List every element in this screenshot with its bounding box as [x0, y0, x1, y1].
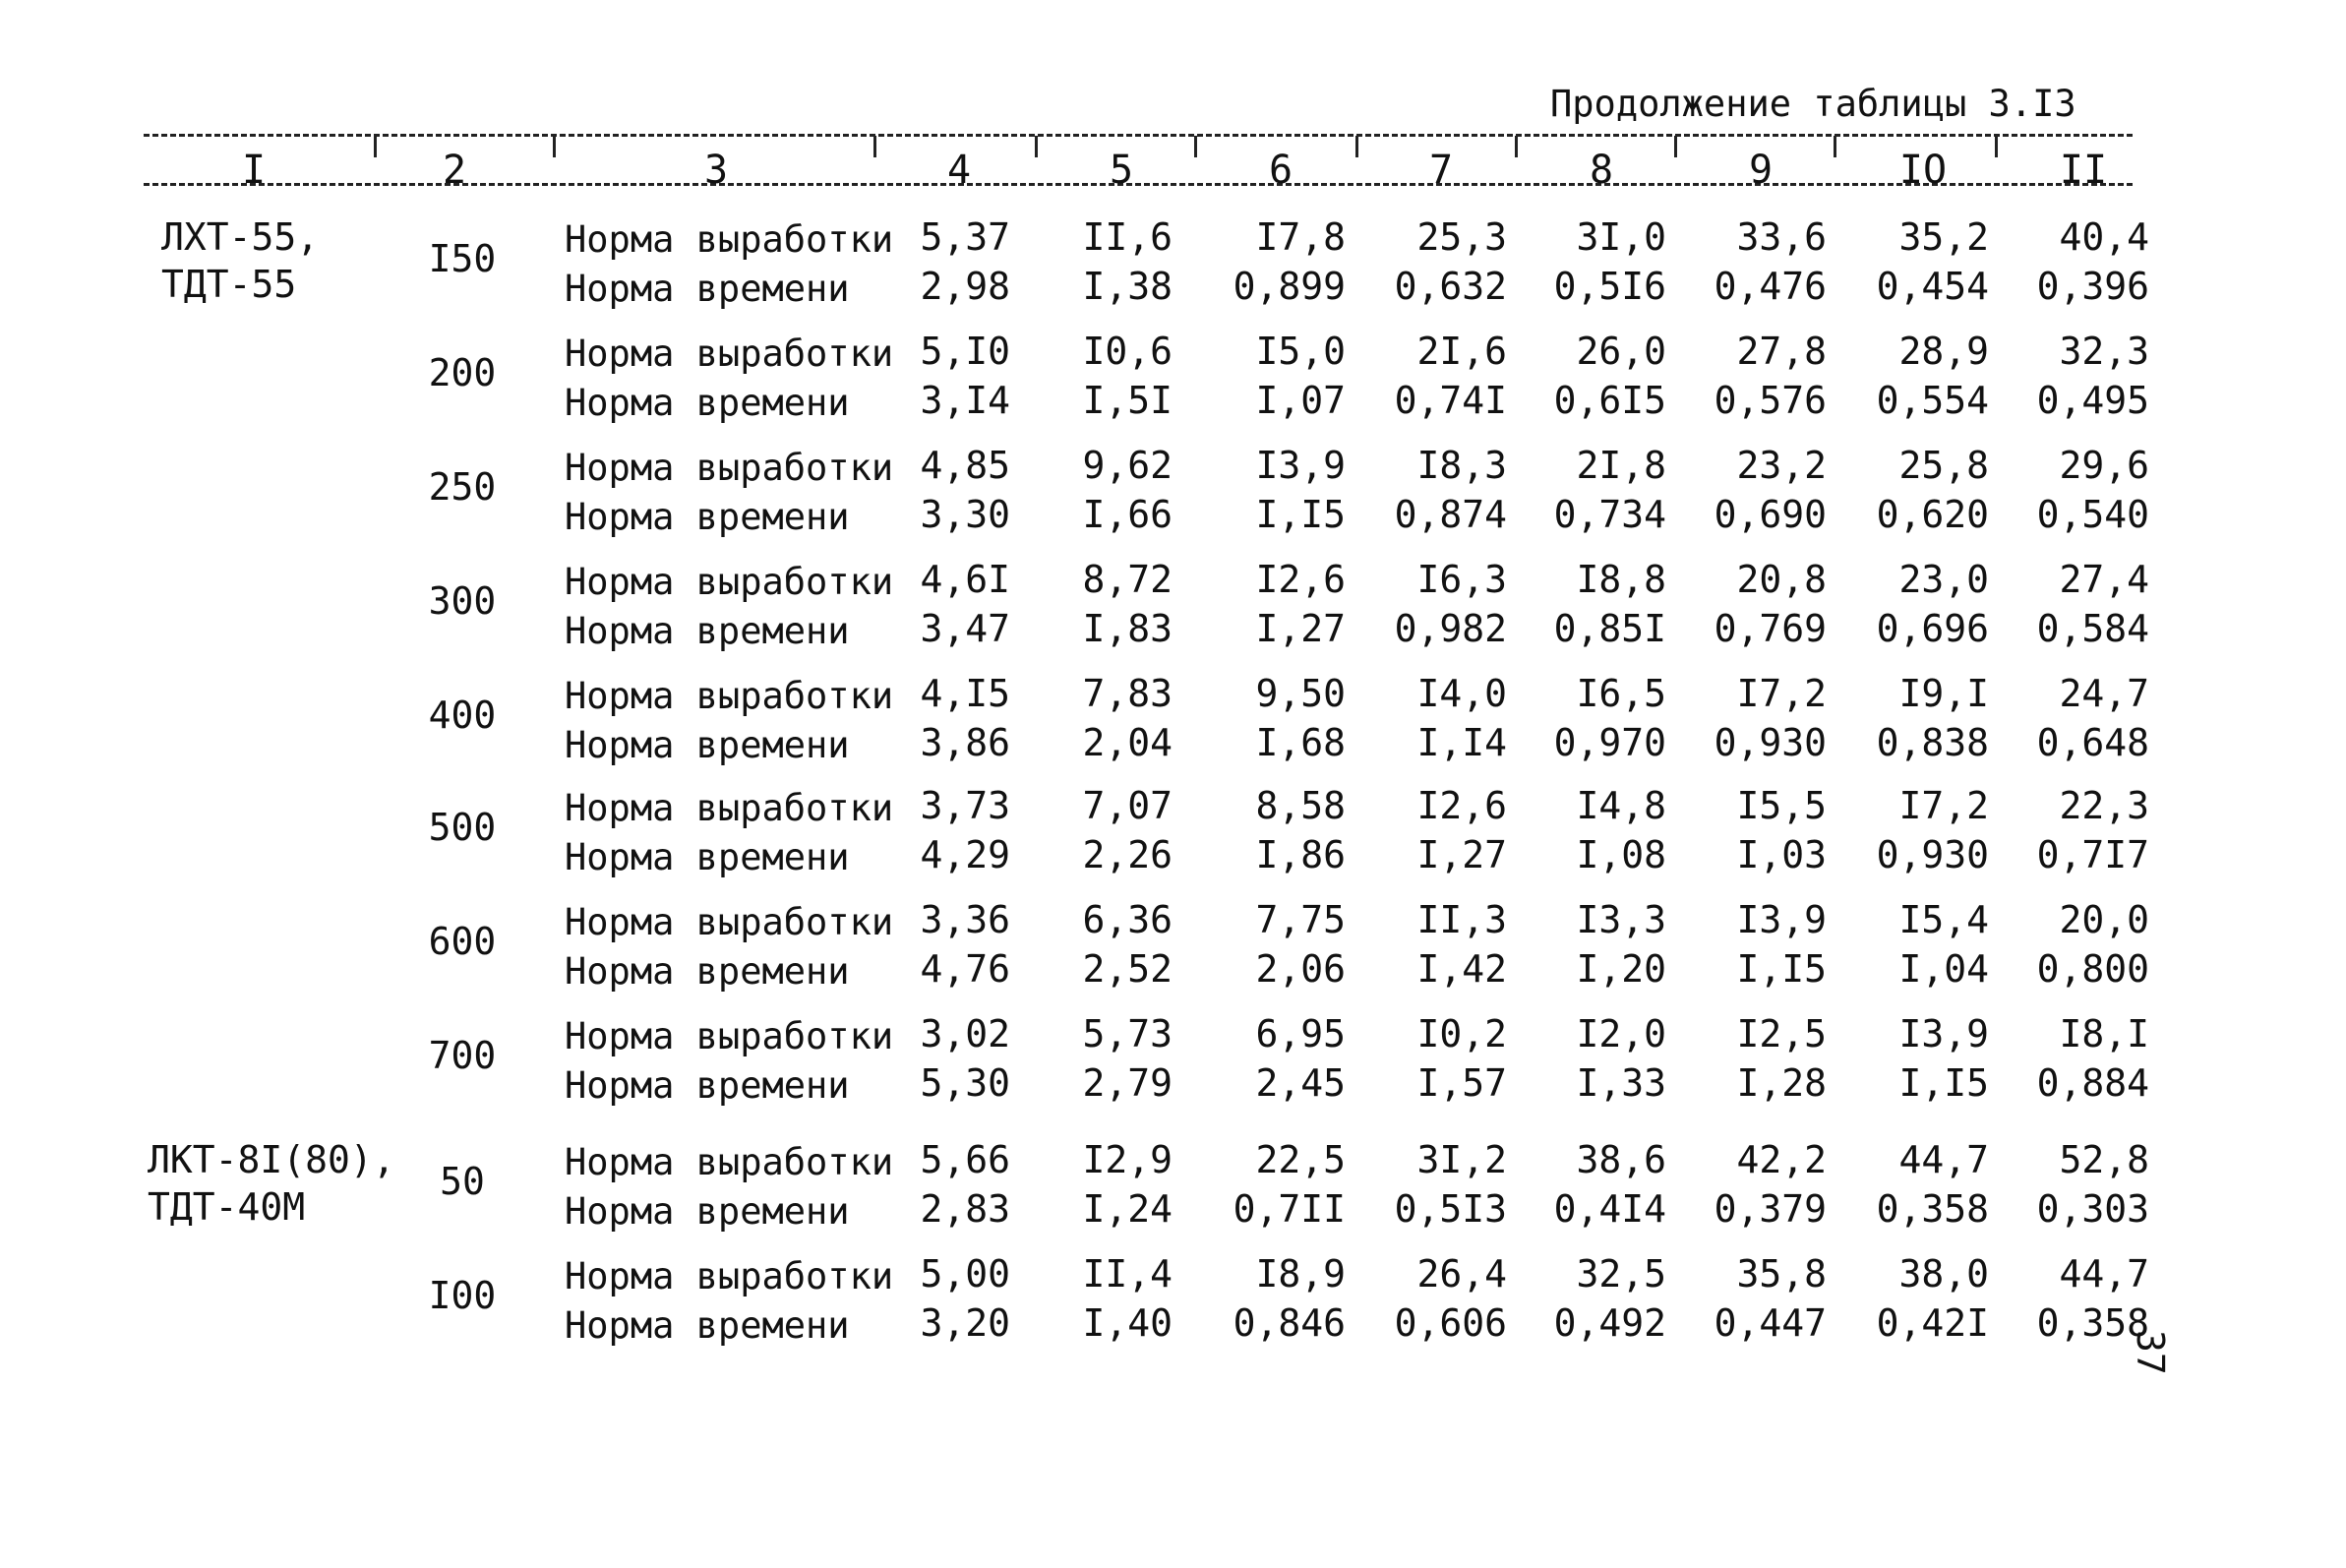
column-header-5: 5: [1109, 148, 1134, 193]
time-value: I,20: [1576, 947, 1666, 991]
output-value: 2I,6: [1416, 330, 1507, 373]
output-value: 4,6I: [920, 558, 1010, 601]
time-norm-label: Норма времени: [565, 1190, 850, 1233]
output-value: 9,62: [1082, 444, 1173, 487]
output-value: II,3: [1416, 898, 1507, 941]
time-value: 0,734: [1553, 493, 1666, 536]
size-value: 400: [428, 694, 497, 737]
output-value: 40,4: [2059, 215, 2149, 259]
output-value: 23,0: [1898, 558, 1989, 601]
output-value: II,6: [1082, 215, 1173, 259]
output-value: I6,5: [1576, 672, 1666, 715]
output-value: I2,6: [1416, 784, 1507, 827]
time-value: 2,45: [1255, 1061, 1346, 1105]
time-value: 2,04: [1082, 721, 1173, 764]
time-value: I,68: [1255, 721, 1346, 764]
column-header-1: I: [241, 148, 267, 193]
time-value: I,33: [1576, 1061, 1666, 1105]
time-value: 0,7II: [1233, 1187, 1346, 1231]
page-number: 37: [2129, 1330, 2172, 1375]
column-header-7: 7: [1428, 148, 1454, 193]
output-value: I0,2: [1416, 1012, 1507, 1055]
time-value: 0,620: [1876, 493, 1989, 536]
output-value: 9,50: [1255, 672, 1346, 715]
machine-name: ТДТ-55: [161, 263, 297, 306]
output-value: 44,7: [1898, 1138, 1989, 1181]
time-value: 0,696: [1876, 607, 1989, 650]
column-header-2: 2: [442, 148, 467, 193]
column-header-4: 4: [946, 148, 972, 193]
time-value: 2,98: [920, 265, 1010, 308]
output-value: 26,0: [1576, 330, 1666, 373]
time-value: I,40: [1082, 1301, 1173, 1345]
output-norm-label: Норма выработки: [565, 901, 894, 943]
time-value: 3,20: [920, 1301, 1010, 1345]
output-value: 3I,0: [1576, 215, 1666, 259]
column-separator: [1194, 136, 1197, 157]
time-value: 2,26: [1082, 833, 1173, 876]
time-value: 0,648: [2036, 721, 2149, 764]
column-separator: [1674, 136, 1677, 157]
column-separator: [1834, 136, 1836, 157]
time-value: 0,4I4: [1553, 1187, 1666, 1231]
output-value: 6,36: [1082, 898, 1173, 941]
output-norm-label: Норма выработки: [565, 1141, 894, 1183]
output-value: 20,8: [1736, 558, 1827, 601]
time-value: 0,606: [1394, 1301, 1507, 1345]
output-value: 4,I5: [920, 672, 1010, 715]
output-value: 7,83: [1082, 672, 1173, 715]
time-norm-label: Норма времени: [565, 1304, 850, 1347]
output-norm-label: Норма выработки: [565, 561, 894, 603]
output-value: I8,3: [1416, 444, 1507, 487]
output-value: 5,66: [920, 1138, 1010, 1181]
time-value: 3,86: [920, 721, 1010, 764]
time-value: I,28: [1736, 1061, 1827, 1105]
column-separator: [1995, 136, 1998, 157]
output-value: 3,02: [920, 1012, 1010, 1055]
output-value: 23,2: [1736, 444, 1827, 487]
time-value: I,27: [1416, 833, 1507, 876]
time-value: I,86: [1255, 833, 1346, 876]
output-value: 7,75: [1255, 898, 1346, 941]
time-value: 0,576: [1714, 379, 1827, 422]
size-value: I50: [428, 237, 497, 280]
output-norm-label: Норма выработки: [565, 218, 894, 261]
machine-name: ЛХТ-55,: [161, 215, 320, 259]
time-norm-label: Норма времени: [565, 724, 850, 766]
time-value: 0,358: [2036, 1301, 2149, 1345]
size-value: 50: [440, 1160, 485, 1203]
output-value: 29,6: [2059, 444, 2149, 487]
time-value: 4,76: [920, 947, 1010, 991]
output-value: 52,8: [2059, 1138, 2149, 1181]
column-separator: [374, 136, 377, 157]
time-value: 0,495: [2036, 379, 2149, 422]
time-value: 2,79: [1082, 1061, 1173, 1105]
time-value: 0,303: [2036, 1187, 2149, 1231]
time-value: 0,970: [1553, 721, 1666, 764]
time-value: 3,I4: [920, 379, 1010, 422]
output-value: I8,9: [1255, 1252, 1346, 1296]
output-value: I5,5: [1736, 784, 1827, 827]
time-norm-label: Норма времени: [565, 950, 850, 993]
output-value: I7,2: [1736, 672, 1827, 715]
column-header-11: II: [2059, 148, 2108, 193]
time-value: I,I5: [1736, 947, 1827, 991]
time-value: 2,06: [1255, 947, 1346, 991]
output-value: 6,95: [1255, 1012, 1346, 1055]
column-header-8: 8: [1589, 148, 1614, 193]
output-value: 32,3: [2059, 330, 2149, 373]
time-value: 0,769: [1714, 607, 1827, 650]
output-value: I3,3: [1576, 898, 1666, 941]
time-value: 0,632: [1394, 265, 1507, 308]
output-value: I2,0: [1576, 1012, 1666, 1055]
output-value: I2,9: [1082, 1138, 1173, 1181]
output-norm-label: Норма выработки: [565, 332, 894, 375]
time-value: I,I4: [1416, 721, 1507, 764]
time-norm-label: Норма времени: [565, 610, 850, 652]
time-value: 0,982: [1394, 607, 1507, 650]
output-value: 5,I0: [920, 330, 1010, 373]
time-value: 0,6I5: [1553, 379, 1666, 422]
output-value: 3I,2: [1416, 1138, 1507, 1181]
output-norm-label: Норма выработки: [565, 1015, 894, 1057]
output-value: 3,73: [920, 784, 1010, 827]
output-value: 20,0: [2059, 898, 2149, 941]
time-value: 2,52: [1082, 947, 1173, 991]
time-value: 0,447: [1714, 1301, 1827, 1345]
time-norm-label: Норма времени: [565, 1064, 850, 1107]
time-value: 0,5I3: [1394, 1187, 1507, 1231]
time-value: 0,846: [1233, 1301, 1346, 1345]
output-value: I3,9: [1255, 444, 1346, 487]
time-value: I,83: [1082, 607, 1173, 650]
output-value: 26,4: [1416, 1252, 1507, 1296]
time-value: 0,690: [1714, 493, 1827, 536]
time-value: 0,454: [1876, 265, 1989, 308]
output-value: 25,3: [1416, 215, 1507, 259]
column-separator: [1515, 136, 1518, 157]
time-value: 0,7I7: [2036, 833, 2149, 876]
time-value: I,27: [1255, 607, 1346, 650]
output-value: 3,36: [920, 898, 1010, 941]
output-value: 38,6: [1576, 1138, 1666, 1181]
time-value: 0,584: [2036, 607, 2149, 650]
output-value: 28,9: [1898, 330, 1989, 373]
size-value: 600: [428, 920, 497, 963]
output-value: 32,5: [1576, 1252, 1666, 1296]
time-value: I,04: [1898, 947, 1989, 991]
output-value: I2,6: [1255, 558, 1346, 601]
output-value: 5,37: [920, 215, 1010, 259]
output-value: 38,0: [1898, 1252, 1989, 1296]
output-value: 44,7: [2059, 1252, 2149, 1296]
output-value: 7,07: [1082, 784, 1173, 827]
output-value: I9,I: [1898, 672, 1989, 715]
time-value: I,I5: [1898, 1061, 1989, 1105]
output-value: I7,2: [1898, 784, 1989, 827]
time-value: 0,5I6: [1553, 265, 1666, 308]
output-value: I3,9: [1736, 898, 1827, 941]
output-value: 5,00: [920, 1252, 1010, 1296]
output-value: II,4: [1082, 1252, 1173, 1296]
time-value: 4,29: [920, 833, 1010, 876]
output-value: I6,3: [1416, 558, 1507, 601]
time-norm-label: Норма времени: [565, 496, 850, 538]
time-value: 0,379: [1714, 1187, 1827, 1231]
time-value: 0,800: [2036, 947, 2149, 991]
column-header-3: 3: [703, 148, 729, 193]
time-value: I,I5: [1255, 493, 1346, 536]
size-value: 200: [428, 351, 497, 394]
time-value: 0,930: [1714, 721, 1827, 764]
output-norm-label: Норма выработки: [565, 1255, 894, 1297]
output-value: 8,72: [1082, 558, 1173, 601]
size-value: 500: [428, 806, 497, 849]
time-value: 0,396: [2036, 265, 2149, 308]
output-value: 2I,8: [1576, 444, 1666, 487]
output-value: 8,58: [1255, 784, 1346, 827]
output-norm-label: Норма выработки: [565, 787, 894, 829]
time-value: 3,47: [920, 607, 1010, 650]
column-separator: [1035, 136, 1038, 157]
output-value: 25,8: [1898, 444, 1989, 487]
time-value: 0,899: [1233, 265, 1346, 308]
time-value: 0,85I: [1553, 607, 1666, 650]
output-value: I0,6: [1082, 330, 1173, 373]
time-value: 5,30: [920, 1061, 1010, 1105]
machine-name: ТДТ-40М: [148, 1185, 306, 1229]
output-value: I5,4: [1898, 898, 1989, 941]
output-norm-label: Норма выработки: [565, 447, 894, 489]
output-value: 27,8: [1736, 330, 1827, 373]
time-value: 0,884: [2036, 1061, 2149, 1105]
time-value: I,07: [1255, 379, 1346, 422]
column-header-10: IO: [1898, 148, 1948, 193]
time-value: 0,554: [1876, 379, 1989, 422]
column-separator: [553, 136, 556, 157]
output-value: 35,2: [1898, 215, 1989, 259]
size-value: I00: [428, 1274, 497, 1317]
time-value: I,66: [1082, 493, 1173, 536]
machine-name: ЛКТ-8I(80),: [148, 1138, 395, 1181]
time-value: I,38: [1082, 265, 1173, 308]
output-value: I4,0: [1416, 672, 1507, 715]
time-value: 2,83: [920, 1187, 1010, 1231]
output-value: 27,4: [2059, 558, 2149, 601]
output-value: I2,5: [1736, 1012, 1827, 1055]
time-value: 0,74I: [1394, 379, 1507, 422]
output-value: I5,0: [1255, 330, 1346, 373]
time-value: 0,838: [1876, 721, 1989, 764]
output-value: I8,I: [2059, 1012, 2149, 1055]
output-value: 33,6: [1736, 215, 1827, 259]
time-value: I,57: [1416, 1061, 1507, 1105]
output-value: 35,8: [1736, 1252, 1827, 1296]
size-value: 250: [428, 465, 497, 509]
column-separator: [873, 136, 876, 157]
output-value: 42,2: [1736, 1138, 1827, 1181]
time-norm-label: Норма времени: [565, 382, 850, 424]
time-value: 0,874: [1394, 493, 1507, 536]
column-header-9: 9: [1748, 148, 1774, 193]
size-value: 700: [428, 1034, 497, 1077]
output-value: 22,5: [1255, 1138, 1346, 1181]
output-value: I3,9: [1898, 1012, 1989, 1055]
output-value: I4,8: [1576, 784, 1666, 827]
size-value: 300: [428, 579, 497, 623]
output-value: 4,85: [920, 444, 1010, 487]
time-value: 0,492: [1553, 1301, 1666, 1345]
time-value: 0,476: [1714, 265, 1827, 308]
time-value: 0,42I: [1876, 1301, 1989, 1345]
output-value: 24,7: [2059, 672, 2149, 715]
output-value: I8,8: [1576, 558, 1666, 601]
time-value: I,03: [1736, 833, 1827, 876]
time-value: 0,358: [1876, 1187, 1989, 1231]
time-value: 0,540: [2036, 493, 2149, 536]
output-norm-label: Норма выработки: [565, 675, 894, 717]
time-norm-label: Норма времени: [565, 268, 850, 310]
time-value: I,24: [1082, 1187, 1173, 1231]
column-separator: [1355, 136, 1358, 157]
time-value: 0,930: [1876, 833, 1989, 876]
time-value: I,5I: [1082, 379, 1173, 422]
time-norm-label: Норма времени: [565, 836, 850, 878]
output-value: 22,3: [2059, 784, 2149, 827]
output-value: 5,73: [1082, 1012, 1173, 1055]
table-caption: Продолжение таблицы 3.I3: [1550, 83, 2076, 125]
output-value: I7,8: [1255, 215, 1346, 259]
column-header-6: 6: [1268, 148, 1293, 193]
time-value: I,08: [1576, 833, 1666, 876]
time-value: I,42: [1416, 947, 1507, 991]
time-value: 3,30: [920, 493, 1010, 536]
